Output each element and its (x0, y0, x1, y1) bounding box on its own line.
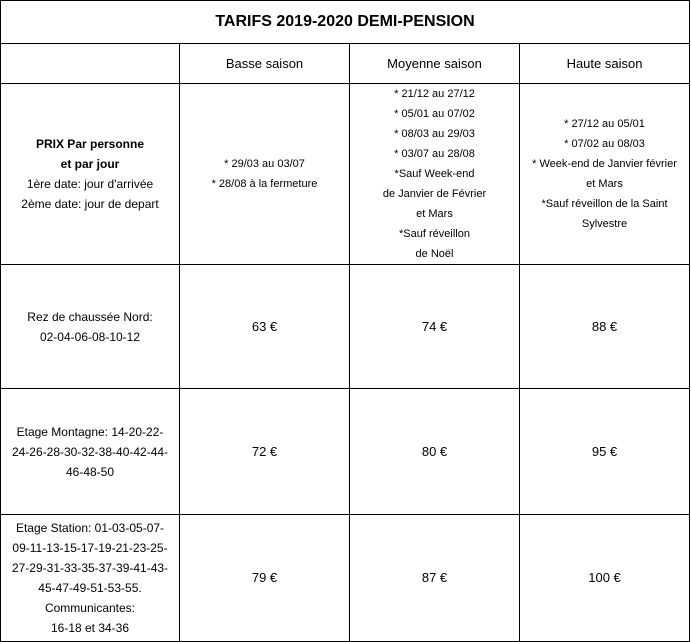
moyenne-periods-cell (350, 84, 520, 265)
room-label-line: Etage Montagne: 14-20-22- (16, 424, 164, 439)
room-label-line: 09-11-13-15-17-19-21-23-25- (12, 541, 168, 555)
room-label-cell (1, 515, 180, 642)
header-moyenne-saison: Moyenne saison (350, 44, 520, 84)
room-label-cell (1, 265, 180, 389)
table-row (1, 265, 690, 389)
table-title: TARIFS 2019-2020 DEMI-PENSION (1, 1, 690, 44)
price-moyenne: 80 € (350, 389, 520, 515)
header-haute-saison: Haute saison (520, 44, 690, 84)
prix-line-2: et par jour (60, 157, 120, 171)
period-line: * Week-end de Janvier février (532, 158, 677, 170)
period-line: de Janvier de Février (382, 188, 487, 200)
period-line: * 21/12 au 27/12 (394, 88, 475, 100)
period-line: * 07/02 au 08/03 (564, 138, 645, 150)
period-line: *Sauf réveillon (399, 228, 470, 240)
room-label-line: Communicantes: (44, 601, 136, 615)
prix-line-3: 1ère date: jour d'arrivée (26, 177, 154, 191)
haute-periods-cell (520, 84, 690, 265)
room-label-line: 24-26-28-30-32-38-40-42-44- (11, 444, 169, 459)
period-line: et Mars (586, 178, 623, 190)
period-line: *Sauf Week-end (394, 168, 475, 180)
period-line: et Mars (416, 208, 453, 220)
period-line: * 03/07 au 28/08 (394, 148, 475, 160)
price-haute: 95 € (520, 389, 690, 515)
period-line: * 28/08 à la fermeture (211, 178, 318, 190)
basse-periods-cell (180, 84, 350, 265)
room-label-line: 46-48-50 (65, 464, 115, 479)
period-line: de Noël (415, 248, 454, 260)
room-label-line: 27-29-31-33-35-37-39-41-43- (11, 561, 169, 575)
price-basse: 72 € (180, 389, 350, 515)
table-row (1, 389, 690, 515)
room-label-line: Etage Station: 01-03-05-07- (15, 521, 165, 535)
prix-line-4: 2ème date: jour de depart (21, 197, 159, 211)
period-line: *Sauf réveillon de la Saint (541, 198, 668, 210)
season-header-row (1, 44, 690, 84)
header-empty-cell (1, 44, 180, 84)
room-label-line: 45-47-49-51-53-55. (38, 581, 142, 595)
room-label-line: 02-04-06-08-10-12 (39, 329, 141, 344)
room-label-line: Rez de chaussée Nord: (27, 309, 153, 324)
price-moyenne: 74 € (350, 265, 520, 389)
prix-line-1: PRIX Par personne (35, 137, 145, 151)
price-moyenne: 87 € (350, 515, 520, 642)
room-label-cell (1, 389, 180, 515)
prix-row (1, 84, 690, 265)
period-line: * 27/12 au 05/01 (564, 118, 645, 130)
period-line: Sylvestre (581, 218, 628, 230)
price-haute: 88 € (520, 265, 690, 389)
header-basse-saison: Basse saison (180, 44, 350, 84)
table-row (1, 515, 690, 642)
period-line: * 05/01 au 07/02 (394, 108, 475, 120)
prix-label-cell (1, 84, 180, 265)
title-row (1, 1, 690, 44)
price-basse: 79 € (180, 515, 350, 642)
room-label-line: 16-18 et 34-36 (50, 621, 130, 635)
price-haute: 100 € (520, 515, 690, 642)
period-line: * 29/03 au 03/07 (224, 158, 305, 170)
price-basse: 63 € (180, 265, 350, 389)
period-line: * 08/03 au 29/03 (394, 128, 475, 140)
